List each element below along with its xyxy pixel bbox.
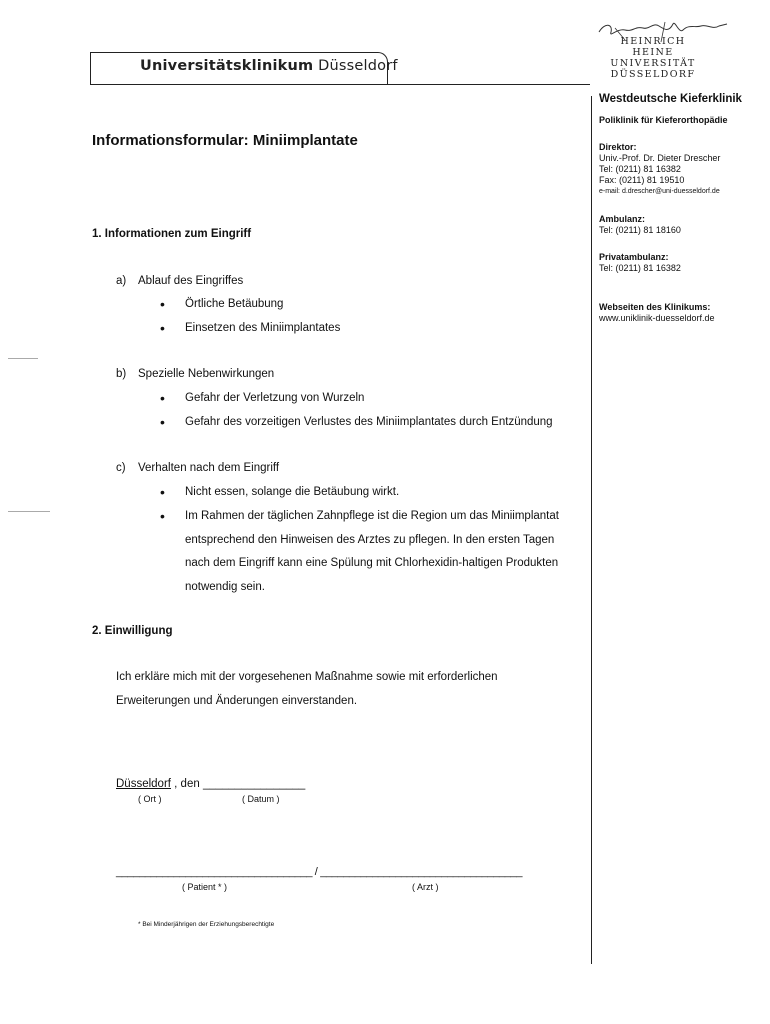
arzt-caption: ( Arzt ) (412, 882, 439, 892)
margin-mark (8, 358, 38, 359)
ambulanz-block: Ambulanz: Tel: (0211) 81 18160 (599, 214, 681, 235)
website-block: Webseiten des Klinikums: www.uniklinik-duesseldorf.de (599, 302, 715, 323)
bullet: • (160, 390, 165, 406)
footnote: * Bei Minderjährigen der Erziehungsberechtigte (138, 921, 275, 928)
margin-mark (8, 511, 50, 512)
bullet: • (160, 320, 165, 336)
list-item: Örtliche Betäubung (185, 298, 284, 310)
department-name: Poliklinik für Kieferorthopädie (599, 115, 728, 125)
place-date-line: Düsseldorf , den ________________ (116, 778, 306, 790)
clinic-name: Westdeutsche Kieferklinik (599, 93, 742, 105)
place-value: Düsseldorf (116, 778, 171, 790)
place-caption: ( Ort ) (138, 794, 162, 804)
section-heading: 2. Einwilligung (92, 625, 173, 637)
subsection-title: Ablauf des Eingriffes (138, 275, 244, 287)
list-item: Nicht essen, solange die Betäubung wirkt. (185, 486, 400, 498)
website-link[interactable]: www.uniklinik-duesseldorf.de (599, 313, 715, 323)
sidebar-divider (591, 96, 592, 964)
list-item: Gefahr des vorzeitigen Verlustes des Miniimplantates durch Entzündung (185, 416, 553, 428)
consent-text: Ich erkläre mich mit der vorgesehenen Maßnahme sowie mit erforderlichen Erweiterungen und Änderungen einverstanden. (116, 671, 498, 707)
bullet: • (160, 414, 165, 430)
list-label: b) (116, 368, 127, 380)
section-heading: 1. Informationen zum Eingriff (92, 228, 252, 240)
list-label: a) (116, 275, 127, 287)
bullet: • (160, 484, 165, 500)
list-label: c) (116, 462, 126, 474)
subsection-title: Verhalten nach dem Eingriff (138, 462, 280, 474)
list-item: Einsetzen des Miniimplantates (185, 322, 341, 334)
signature-line: __________________________________ / ___________________________________ (116, 866, 523, 878)
patient-caption: ( Patient * ) (182, 882, 228, 892)
subsection-title: Spezielle Nebenwirkungen (138, 368, 275, 380)
privatambulanz-block: Privatambulanz: Tel: (0211) 81 16382 (599, 252, 681, 273)
director-block: Direktor: Univ.-Prof. Dr. Dieter Drescher Tel: (0211) 81 16382 Fax: (0211) 81 19510 e-mail: d.drescher@uni-duesseldorf.de (599, 142, 721, 195)
document-title: Informationsformular: Miniimplantate (92, 132, 358, 149)
list-item: Im Rahmen der täglichen Zahnpflege ist die Region um das Miniimplantat entsprechend den Hinweisen des Arztes zu pflegen. In den ersten Tagen nach dem Eingriff kann eine Spülung mit Chlorhexidin-haltigen Produkten notwendig sein. (185, 510, 559, 593)
header-rule (90, 84, 590, 85)
date-caption: ( Datum ) (242, 794, 280, 804)
university-name: Universitätsklinikum Düsseldorf (140, 58, 398, 74)
bullet: • (160, 508, 165, 524)
bullet: • (160, 296, 165, 312)
date-field: ________________ (202, 778, 306, 790)
university-logo: HEINRICH HEINE UNIVERSITÄT DÜSSELDORF (610, 36, 696, 80)
list-item: Gefahr der Verletzung von Wurzeln (185, 392, 365, 404)
